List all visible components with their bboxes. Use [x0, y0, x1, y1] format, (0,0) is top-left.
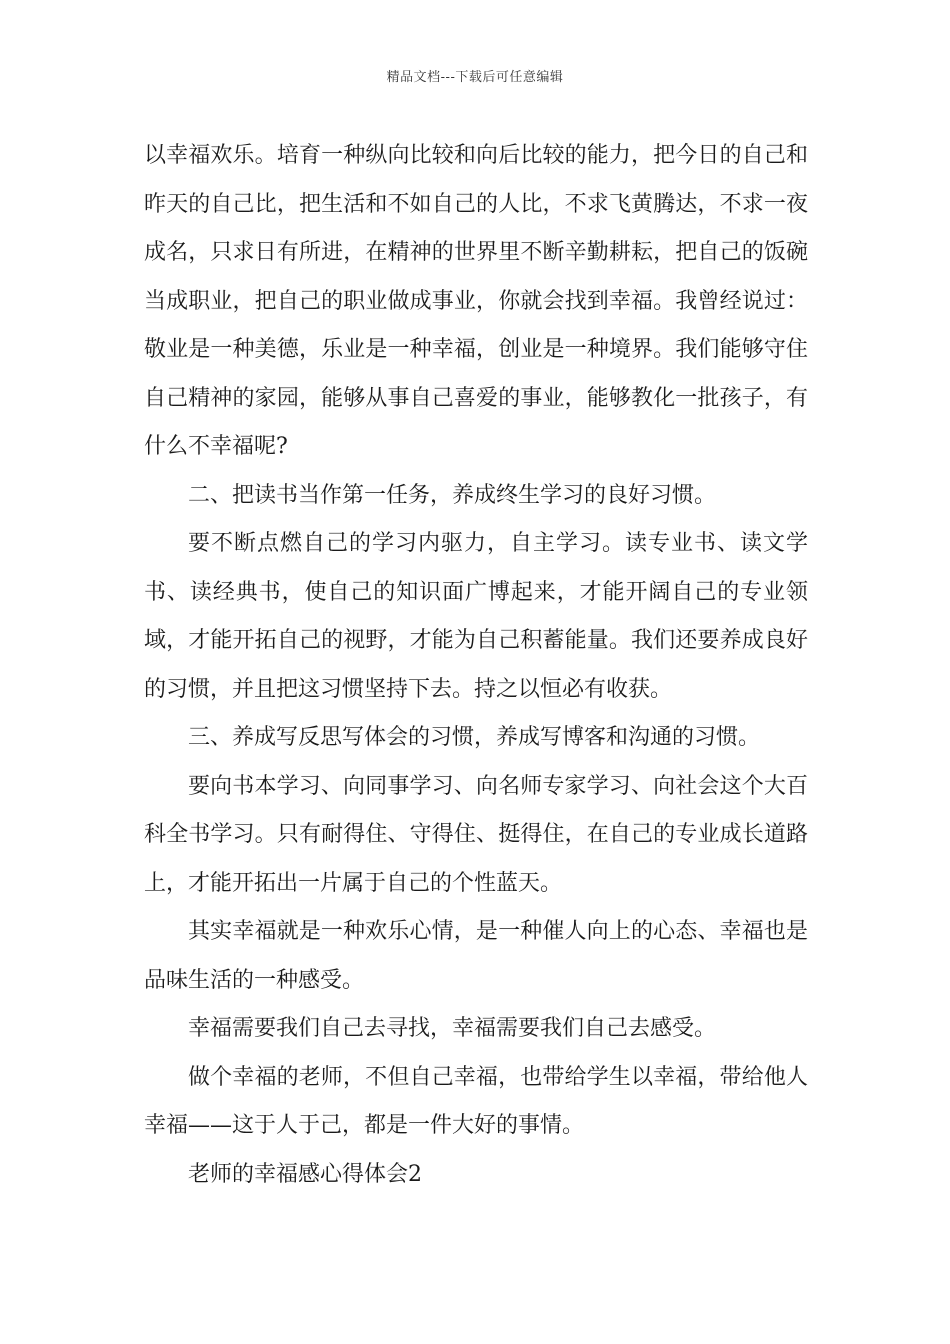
page-header: 精品文档---下载后可任意编辑 — [386, 70, 564, 85]
section-heading-2: 二、把读书当作第一任务，养成终生学习的良好习惯。 — [188, 482, 717, 508]
paragraph-learning: 要向书本学习、向同事学习、向名师专家学习、向社会这个大百科全书学习。只有耐得住、守得住、挺得住，在自己的专业成长道路上，才能开拓出一片属于自己的个性蓝天。 — [144, 773, 808, 896]
paragraph-happiness-mood: 其实幸福就是一种欢乐心情，是一种催人向上的心态、幸福也是品味生活的一种感受。 — [144, 919, 808, 993]
paragraph-reading: 要不断点燃自己的学习内驱力，自主学习。读专业书、读文学书、读经典书，使自己的知识面广博起来，才能开阔自己的专业领域，才能开拓自己的视野，才能为自己积蓄能量。我们还要养成良好的习惯，并且把这习惯坚持下去。持之以恒必有收获。 — [144, 531, 808, 702]
paragraph-continuation: 以幸福欢乐。培育一种纵向比较和向后比较的能力，把今日的自己和昨天的自己比，把生活和不如自己的人比，不求飞黄腾达，不求一夜成名，只求日有所进，在精神的世界里不断辛勤耕耘，把自己的饭碗当成职业，把自己的职业做成事业，你就会找到幸福。我曾经说过：敬业是一种美德，乐业是一种幸福，创业是一种境界。我们能够守住自己精神的家园，能够从事自己喜爱的事业，能够教化一批孩子，有什么不幸福呢? — [144, 143, 808, 459]
document-body — [144, 132, 808, 1199]
section-heading-3: 三、养成写反思写体会的习惯，养成写博客和沟通的习惯。 — [188, 725, 761, 750]
paragraph-happiness-seek: 幸福需要我们自己去寻找，幸福需要我们自己去感受。 — [188, 1016, 717, 1041]
paragraph-happy-teacher: 做个幸福的老师，不但自己幸福，也带给学生以幸福，带给他人幸福——这于人于己，都是一件大好的事情。 — [144, 1064, 808, 1138]
next-article-title: 老师的幸福感心得体会2 — [188, 1161, 422, 1187]
